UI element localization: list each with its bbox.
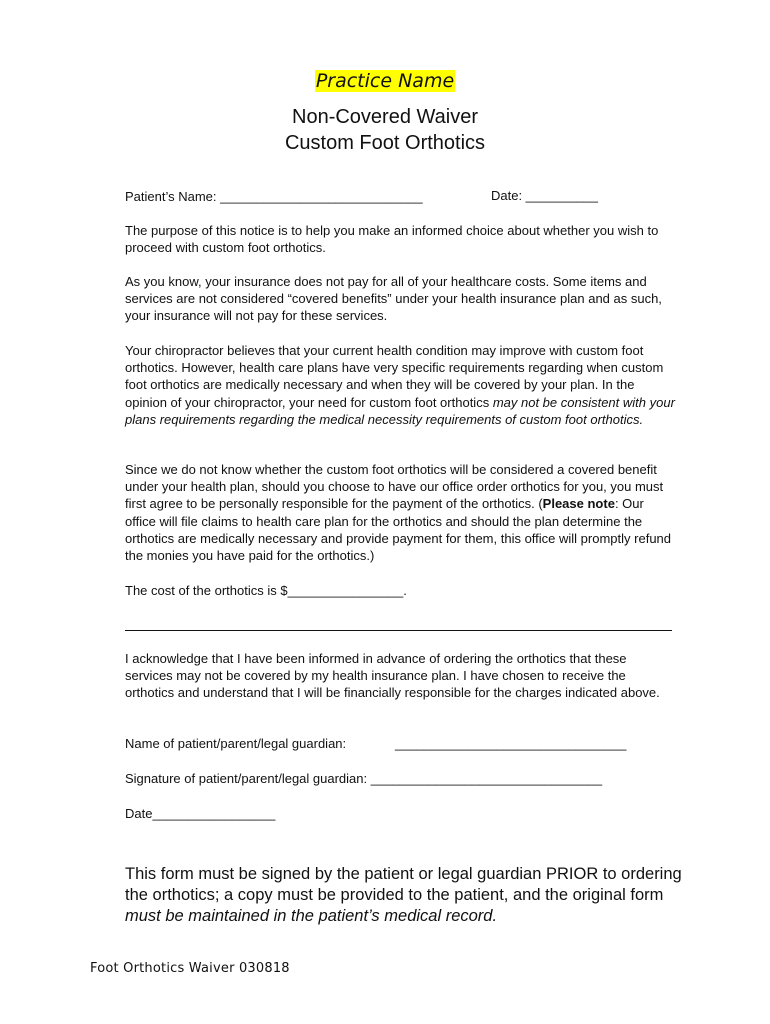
signature-date-field[interactable]: Date_________________: [125, 806, 276, 821]
document-subtitle: Custom Foot Orthotics: [284, 132, 486, 154]
purpose-paragraph: The purpose of this notice is to help you make an informed choice about whether you wish to proceed with custom foot orthotics.: [125, 223, 659, 256]
document-title: Non-Covered Waiver: [292, 106, 478, 128]
signature-field[interactable]: Signature of patient/parent/legal guardian: ________________________________: [125, 771, 603, 786]
acknowledgement-paragraph: I acknowledge that I have been informed in advance of ordering the orthotics that these services may not be covered by my health insurance plan. I have chosen to receive the orthotics and understand that I will be financially responsible for the charges indicated above.: [125, 651, 660, 701]
payment-paragraph-text: Since we do not know whether the custom foot orthotics will be considered a covered benefit under your health plan, should you choose to have our office order orthotics for you, you must first agree to be personally responsible for the payment of the orthotics. (: [125, 462, 664, 512]
patient-name-field[interactable]: Patient’s Name: ____________________________: [125, 189, 423, 204]
practice-name-row: [0, 70, 770, 92]
guardian-name-field[interactable]: ________________________________: [395, 736, 627, 751]
date-field[interactable]: Date: __________: [491, 188, 598, 203]
guardian-name-label: Name of patient/parent/legal guardian:: [125, 736, 347, 751]
insurance-paragraph: As you know, your insurance does not pay for all of your healthcare costs. Some items and services are not considered “covered benefits” under your health insurance plan and as such, your insurance will not pay for these services.: [125, 274, 662, 324]
chiropractor-paragraph-text: Your chiropractor believes that your current health condition may improve with custom foot orthotics. However, health care plans have very specific requirements regarding when custom foot orthotics are medically necessary and when they will be covered by your plan. In the opinion of your chiropractor, your need for custom foot orthotics: [125, 343, 664, 410]
payment-paragraph: [125, 461, 675, 564]
practice-name: Practice Name: [315, 70, 455, 92]
signing-notice: [125, 864, 685, 927]
chiropractor-paragraph: [125, 342, 675, 428]
signing-notice-italic: must be maintained in the patient’s medical record.: [125, 907, 498, 925]
signing-notice-text: This form must be signed by the patient or legal guardian PRIOR to ordering the orthotics; a copy must be provided to the patient, and the original form: [125, 865, 682, 904]
payment-paragraph-note: : Our office will file claims to health care plan for the orthotics and should the plan determine the orthotics are medically necessary and provide payment for them, this office will promptly refund the monies you have paid for the orthotics.): [125, 496, 672, 564]
please-note-label: Please note: [542, 496, 615, 512]
chiropractor-paragraph-italic: may not be consistent with your plans requirements regarding the medical necessity requirements of custom foot orthotics.: [125, 394, 675, 427]
section-divider: [125, 630, 672, 631]
cost-field[interactable]: The cost of the orthotics is $________________.: [125, 583, 407, 598]
footer-label: Foot Orthotics Waiver 030818: [90, 961, 290, 976]
